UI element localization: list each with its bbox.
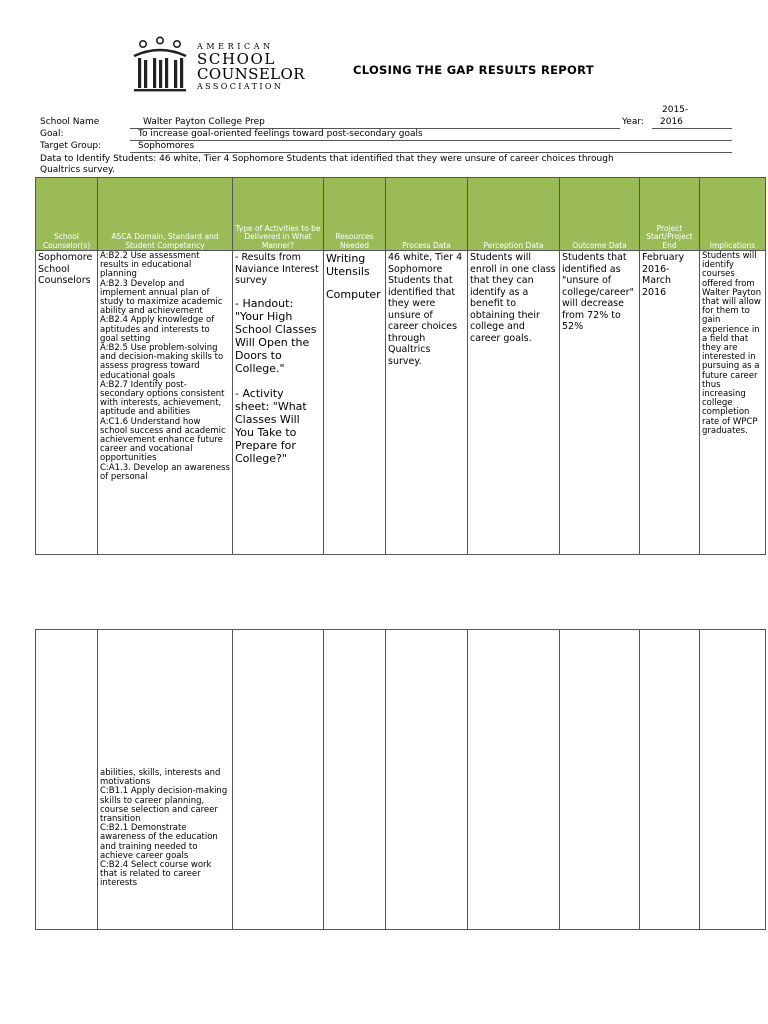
logo-line-american: AMERICAN	[197, 42, 274, 51]
cell-project-dates-continued	[640, 630, 700, 930]
year-underline	[652, 128, 732, 129]
cell-outcome-data-continued	[560, 630, 640, 930]
cell-project-dates: February 2016-March 2016	[640, 251, 700, 555]
results-table-continued	[35, 629, 766, 930]
cell-counselor-continued	[36, 630, 98, 930]
school-name-label: School Name	[40, 117, 100, 127]
header-domain: ASCA Domain, Standard and Student Competency	[98, 178, 233, 251]
cell-resources	[324, 251, 386, 555]
year-label: Year:	[622, 117, 644, 127]
cell-activities	[233, 251, 324, 555]
logo-line-association: ASSOCIATION	[197, 82, 284, 91]
header-resources: Resources Needed	[324, 178, 386, 251]
cell-resources-continued	[324, 630, 386, 930]
cell-process-data-continued	[386, 630, 468, 930]
header-process-data: Process Data	[386, 178, 468, 251]
logo-line-school: SCHOOL	[197, 50, 276, 68]
cell-process-data: 46 white, Tier 4 Sophomore Students that identified that they were unsure of career choices through Qualtrics survey.	[386, 251, 468, 555]
activity-sheet: - Activity sheet: "What Classes Will You Take to Prepare for College?"	[235, 386, 307, 465]
header-outcome-data: Outcome Data	[560, 178, 640, 251]
report-title: CLOSING THE GAP RESULTS REPORT	[353, 63, 594, 77]
cell-implications-continued	[700, 630, 766, 930]
cell-perception-data-continued	[468, 630, 560, 930]
cell-domain-continued: abilities, skills, interests and motivations C:B1.1 Apply decision-making skills to career planning, course selection and career transition C:B2.1 Demonstrate awareness of the education and training needed to achieve career goals C:B2.4 Select course work that is related to career interests	[98, 630, 233, 930]
cell-implications: Students will identify courses offered from Walter Payton that will allow for them to gain experience in a field that they are interested in pursuing as a future career thus increasing college completion rate of WPCP graduates.	[700, 251, 766, 555]
header-implications: Implications	[700, 178, 766, 251]
data-to-identify-line1: Data to Identify Students: 46 white, Tier 4 Sophomore Students that identified that they were unsure of career choices through	[40, 154, 614, 164]
activity-handout: - Handout: "Your High School Classes Will Open the Doors to College."	[235, 296, 317, 375]
resource-computer: Computer	[326, 288, 381, 301]
goal-underline	[130, 140, 732, 141]
school-name-value: Walter Payton College Prep	[143, 117, 265, 127]
header-counselor: School Counselor(s)	[36, 178, 98, 251]
goal-label: Goal:	[40, 129, 64, 139]
table-row	[36, 630, 766, 930]
cell-perception-data: Students will enroll in one class that they can identify as a benefit to obtaining their college and career goals.	[468, 251, 560, 555]
cell-outcome-data: Students that identified as "unsure of college/career" will decrease from 72% to 52%	[560, 251, 640, 555]
table-header-row	[36, 178, 766, 251]
header-project-dates: Project Start/Project End	[640, 178, 700, 251]
logo-wordmark	[197, 43, 305, 91]
cell-activities-continued	[233, 630, 324, 930]
cell-counselor: Sophomore School Counselors	[36, 251, 98, 555]
goal-value: To increase goal-oriented feelings toward post-secondary goals	[138, 129, 423, 139]
logo-line-counselor: COUNSELOR	[197, 65, 305, 83]
data-to-identify-line2: Qualtrics survey.	[40, 165, 115, 175]
year-value-line2: 2016	[660, 117, 683, 127]
target-group-value: Sophomores	[138, 141, 195, 151]
table-row	[36, 251, 766, 555]
resource-writing-utensils: Writing Utensils	[326, 252, 370, 278]
target-group-label: Target Group:	[40, 141, 102, 151]
header-activities: Type of Activities to be Delivered in What Manner?	[233, 178, 324, 251]
header-perception-data: Perception Data	[468, 178, 560, 251]
target-group-underline	[130, 152, 732, 153]
year-value-line1: 2015-	[662, 105, 689, 115]
cell-domain: A:B2.2 Use assessment results in educational planning A:B2.3 Develop and implement annual plan of study to maximize academic ability and achievement A:B2.4 Apply knowledge of aptitudes and interests to goal setting A:B2.5 Use problem-solving and decision-making skills to assess progress toward educational goals A:B2.7 Identify post-secondary options consistent with interests, achievement, aptitude and abilities A:C1.6 Understand how school success and academic achievement enhance future career and vocational opportunities C:A1.3. Develop an awareness of personal	[98, 251, 233, 555]
results-table	[35, 177, 766, 555]
activity-naviance: - Results from Naviance Interest survey	[235, 252, 319, 286]
